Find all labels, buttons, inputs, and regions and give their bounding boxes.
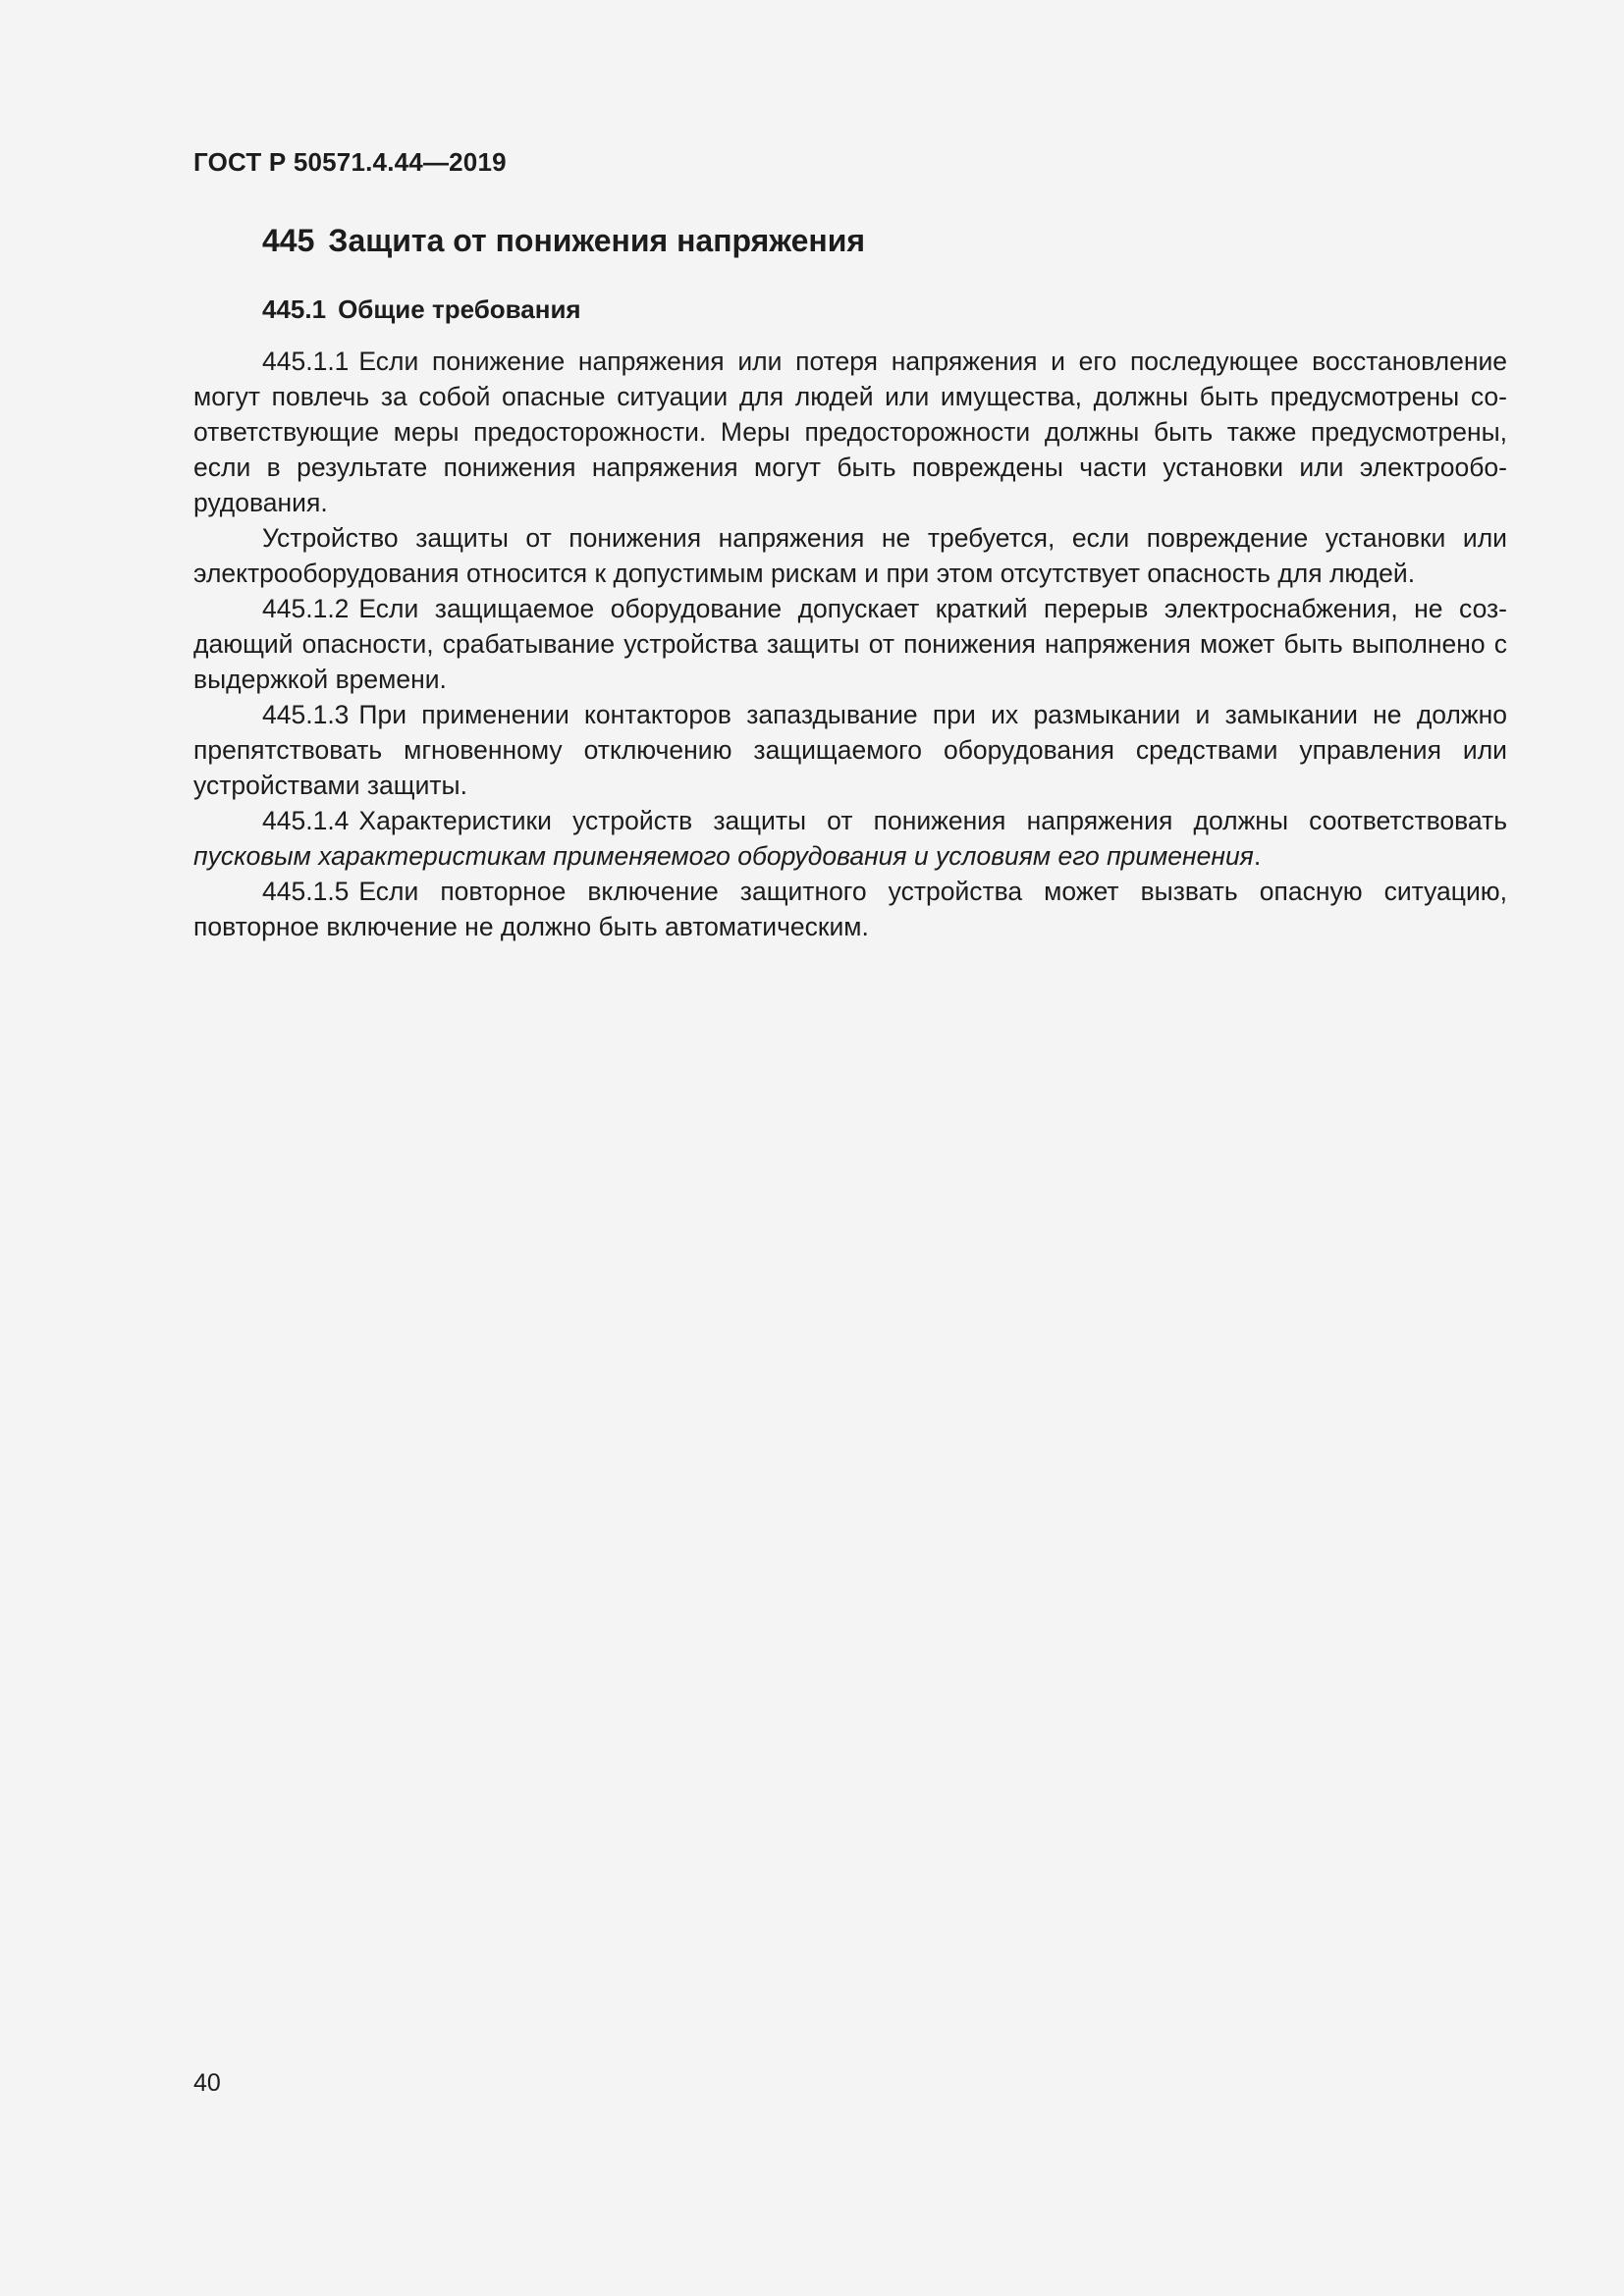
paragraph-tail: . (1253, 841, 1262, 871)
paragraph-text: Если повторное включение защитного устройства может вызвать опасную ситуацию, повторное включение не должно быть автоматическим. (193, 877, 1507, 941)
subsection-heading (262, 294, 581, 325)
paragraph-number: 445.1.4 (262, 806, 350, 835)
paragraph-445-1-5 (193, 874, 1507, 944)
paragraph-number: 445.1.1 (262, 347, 350, 376)
section-number: 445 (262, 223, 315, 258)
paragraph-445-1-1 (193, 344, 1507, 520)
page-number: 40 (193, 2069, 221, 2097)
paragraph-text: Устройство защиты от понижения напряжения не требуется, если повреждение установки или электрооборудования относится к допустимым рискам и при этом отсутствует опасность для людей. (193, 523, 1507, 588)
paragraph-445-1-1-note (193, 520, 1507, 591)
paragraph-text: Если понижение напряжения или потеря напряжения и его последующее восстановление могут повлечь за собой опасные ситуации для людей или имущества, должны быть предусмотрены соответствующие меры предосторожности. Меры предосторожности должны быть также предусмотрены, если в результате понижения напряжения могут быть повреждены части установки или электрооборудования. (193, 347, 1507, 517)
paragraph-number: 445.1.2 (262, 594, 350, 623)
paragraph-number: 445.1.3 (262, 700, 350, 729)
subsection-number: 445.1 (262, 294, 327, 324)
subsection-title-text: Общие требования (338, 294, 581, 324)
paragraph-445-1-3 (193, 697, 1507, 803)
paragraph-text: Характеристики устройств защиты от понижения напряжения должны соответствовать (358, 806, 1507, 835)
paragraph-italic-text: пусковым характеристикам применяемого оборудования и условиям его применения (193, 841, 1254, 871)
section-title-text: Защита от понижения напряжения (328, 223, 866, 258)
paragraph-445-1-4 (193, 803, 1507, 874)
document-header: ГОСТ Р 50571.4.44—2019 (193, 147, 507, 177)
paragraph-number: 445.1.5 (262, 877, 350, 906)
body-text (193, 344, 1507, 944)
paragraph-text: Если защищаемое оборудование допускает краткий перерыв электроснабжения, не создающий опасности, срабатывание устройства защиты от понижения напряжения может быть выполнено с выдержкой времени. (193, 594, 1507, 694)
paragraph-text: При применении контакторов запаздывание при их размыкании и замыкании не должно препятствовать мгновенному отключению защищаемого оборудования средствами управления или устройствами защиты. (193, 700, 1507, 800)
section-heading (262, 223, 865, 259)
paragraph-445-1-2 (193, 591, 1507, 697)
